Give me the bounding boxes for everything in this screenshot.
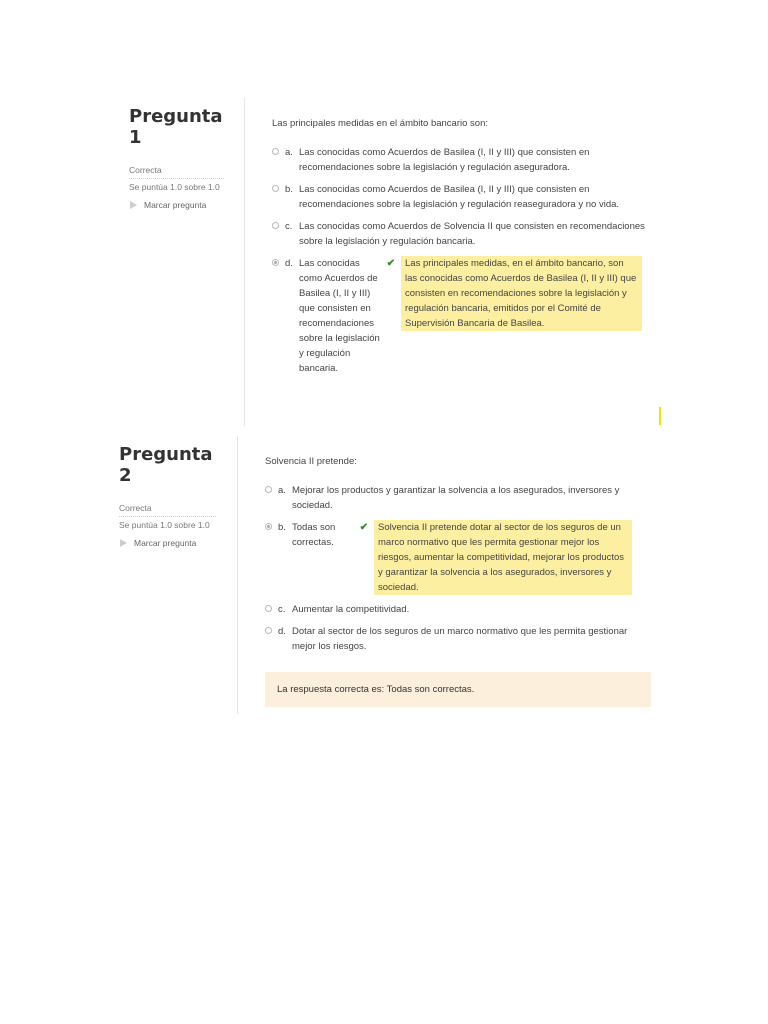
answer-text: Todas son correctas.	[292, 522, 336, 548]
radio-button[interactable]	[272, 185, 279, 192]
radio-button[interactable]	[265, 486, 272, 493]
question-2-score: Se puntúa 1.0 sobre 1.0	[119, 520, 210, 530]
question-2-divider	[237, 436, 238, 714]
question-2-answer-d[interactable]: d. Dotar al sector de los seguros de un marco normativo que les permita gestionar mejor los riesgos.	[265, 624, 651, 654]
check-icon: ✔	[359, 522, 369, 533]
question-1-score: Se puntúa 1.0 sobre 1.0	[129, 182, 220, 192]
question-2-answer-b[interactable]: b. Todas son correctas. ✔ Solvencia II pretende dotar al sector de los seguros de un marco normativo que les permita gestionar mejor los riesgos, aumentar la competitividad, mejorar los productos y garantizar la solvencia a los asegurados, inversores y sociedad.	[265, 520, 651, 595]
question-2-text: Solvencia II pretende:	[265, 456, 357, 467]
question-2-title: Pregunta 2	[119, 444, 213, 486]
question-1-answer-c[interactable]: c. Las conocidas como Acuerdos de Solvencia II que consisten en recomendaciones sobre la legislación y regulación bancaria.	[272, 219, 648, 249]
flag-question-2-label: Marcar pregunta	[134, 538, 197, 548]
radio-button[interactable]	[272, 222, 279, 229]
question-1-title: Pregunta 1	[129, 106, 223, 148]
question-1-divider	[244, 98, 245, 426]
question-1-info	[129, 106, 224, 215]
radio-button-selected[interactable]	[265, 523, 272, 530]
radio-button[interactable]	[272, 148, 279, 155]
radio-button[interactable]	[265, 605, 272, 612]
answer-text: Dotar al sector de los seguros de un marco normativo que les permita gestionar mejor los riesgos.	[292, 626, 628, 652]
question-2-content	[265, 454, 651, 707]
answer-text: Las conocidas como Acuerdos de Basilea (I, II y III) que consisten en recomendaciones sobre la legislación y regulación bancaria.	[299, 258, 380, 374]
answer-text: Las conocidas como Acuerdos de Basilea (I, II y III) que consisten en recomendaciones sobre la legislación y regulación aseguradora.	[299, 147, 590, 173]
question-2-info	[119, 444, 216, 553]
question-2-answer-a[interactable]: a. Mejorar los productos y garantizar la solvencia a los asegurados, inversores y sociedad.	[265, 483, 651, 513]
flag-question-2-button[interactable]	[119, 533, 216, 553]
check-icon: ✔	[386, 258, 396, 269]
flag-question-1-label: Marcar pregunta	[144, 200, 207, 210]
question-1-content	[272, 116, 648, 383]
question-1-answer-b[interactable]: b. Las conocidas como Acuerdos de Basilea (I, II y III) que consisten en recomendaciones sobre la legislación y regulación reaseguradora y no vida.	[272, 182, 648, 212]
answer-text: Aumentar la competitividad.	[292, 604, 410, 615]
flag-icon	[130, 201, 137, 209]
flag-question-1-button[interactable]	[129, 195, 224, 215]
question-1-answer-a[interactable]: a. Las conocidas como Acuerdos de Basilea (I, II y III) que consisten en recomendaciones sobre la legislación y regulación aseguradora.	[272, 145, 648, 175]
question-1-status: Correcta	[129, 162, 224, 179]
radio-button[interactable]	[265, 627, 272, 634]
text-cursor-marker	[659, 407, 661, 425]
answer-text: Las conocidas como Acuerdos de Basilea (I, II y III) que consisten en recomendaciones sobre la legislación y regulación reaseguradora y no vida.	[299, 184, 620, 210]
question-2-status: Correcta	[119, 500, 216, 517]
answer-feedback: Solvencia II pretende dotar al sector de los seguros de un marco normativo que les permita gestionar mejor los riesgos, aumentar la competitividad, mejorar los productos y garantizar la solvencia a los asegurados, inversores y sociedad.	[374, 520, 632, 595]
answer-feedback: Las principales medidas, en el ámbito bancario, son las conocidas como Acuerdos de Basilea (I, II y III) que consisten en recomendaciones sobre la legislación y regulación bancaria, emitidos por el Comité de Supervisión Bancaria de Basilea.	[401, 256, 642, 331]
answer-text: Las conocidas como Acuerdos de Solvencia II que consisten en recomendaciones sobre la legislación y regulación bancaria.	[299, 221, 645, 247]
answer-text: Mejorar los productos y garantizar la solvencia a los asegurados, inversores y sociedad.	[292, 485, 620, 511]
radio-button-selected[interactable]	[272, 259, 279, 266]
right-answer-box: La respuesta correcta es: Todas son correctas.	[265, 672, 651, 707]
flag-icon	[120, 539, 127, 547]
question-2-answer-c[interactable]: c. Aumentar la competitividad.	[265, 602, 651, 617]
question-1-text: Las principales medidas en el ámbito bancario son:	[272, 118, 488, 129]
question-1-answer-d[interactable]: d. Las conocidas como Acuerdos de Basilea (I, II y III) que consisten en recomendaciones sobre la legislación y regulación bancaria. ✔ Las principales medidas, en el ámbito bancario, son las conocidas como Acuerdos de Basilea (I, II y III) que consisten en recomendaciones sobre la legislación y regulación bancaria, emitidos por el Comité de Supervisión Bancaria de Basilea.	[272, 256, 648, 376]
